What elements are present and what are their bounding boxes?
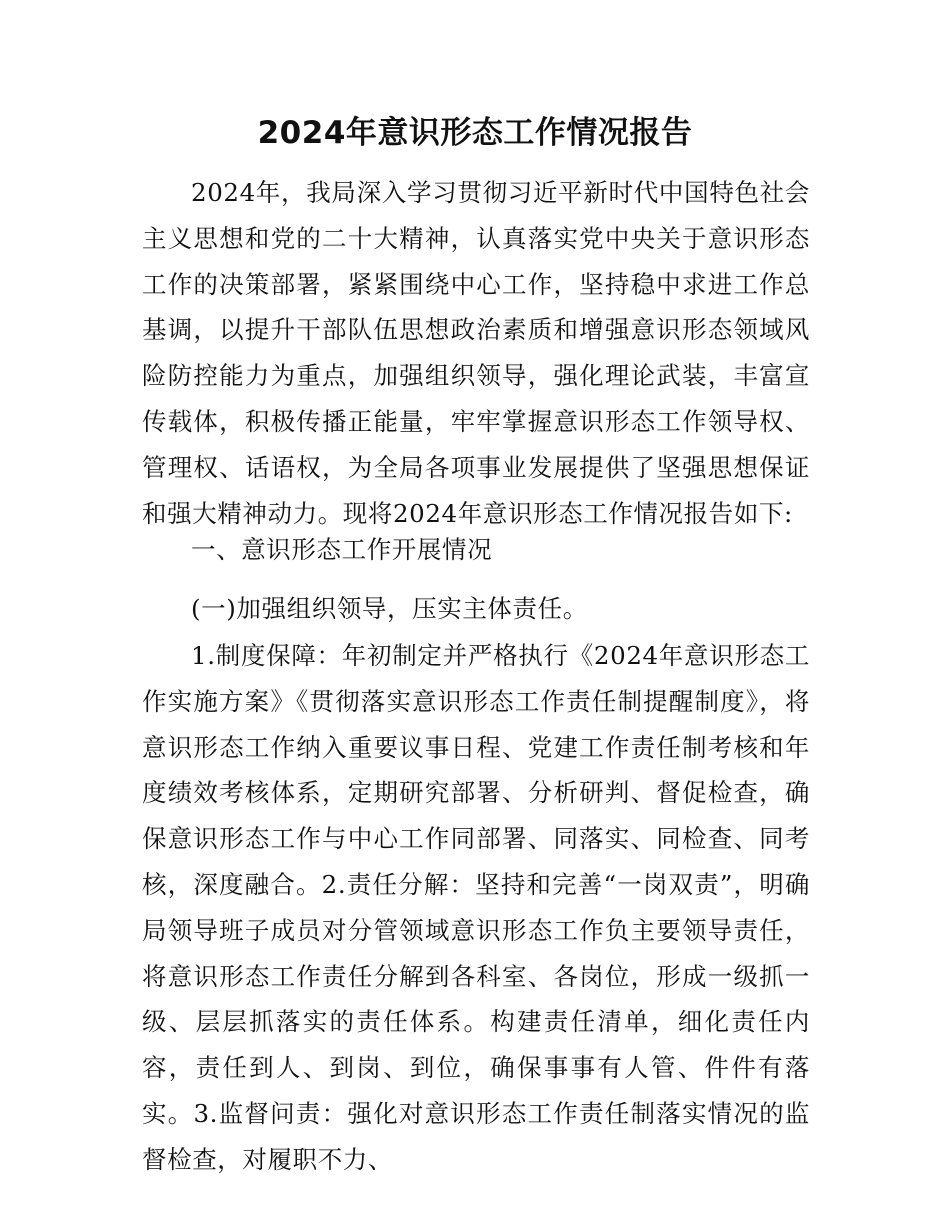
- document-title: 2024年意识形态工作情况报告: [257, 115, 693, 151]
- section-body-paragraph: 1.制度保障：年初制定并严格执行《2024年意识形态工作实施方案》《贯彻落实意识形态工作责任制提醒制度》，将意识形态工作纳入重要议事日程、党建工作责任制考核和年度绩效考核体系，定期研究部署、分析研判、督促检查，确保意识形态工作与中心工作同部署、同落实、同检查、同考核，深度融合。2.责任分解：坚持和完善“一岗双责”，明确局领导班子成员对分管领域意识形态工作负主要领导责任，将意识形态工作责任分解到各科室、各岗位，形成一级抓一级、层层抓落实的责任体系。构建责任清单，细化责任内容，责任到人、到岗、到位，确保事事有人管、件件有落实。3.监督问责：强化对意识形态工作责任制落实情况的监督检查，对履职不力、: [142, 641, 810, 1174]
- intro-paragraph: 2024年，我局深入学习贯彻习近平新时代中国特色社会主义思想和党的二十大精神，认真落实党中央关于意识形态工作的决策部署，紧紧围绕中心工作，坚持稳中求进工作总基调，以提升干部队伍思想政治素质和增强意识形态领域风险防控能力为重点，加强组织领导，强化理论武装，丰富宣传载体，积极传播正能量，牢牢掌握意识形态工作领导权、管理权、话语权，为全局各项事业发展提供了坚强思想保证和强大精神动力。现将2024年意识形态工作情况报告如下:: [142, 178, 810, 528]
- subsection-heading: (一)加强组织领导，压实主体责任。: [191, 594, 588, 623]
- section-heading: 一、意识形态工作开展情况: [191, 535, 493, 564]
